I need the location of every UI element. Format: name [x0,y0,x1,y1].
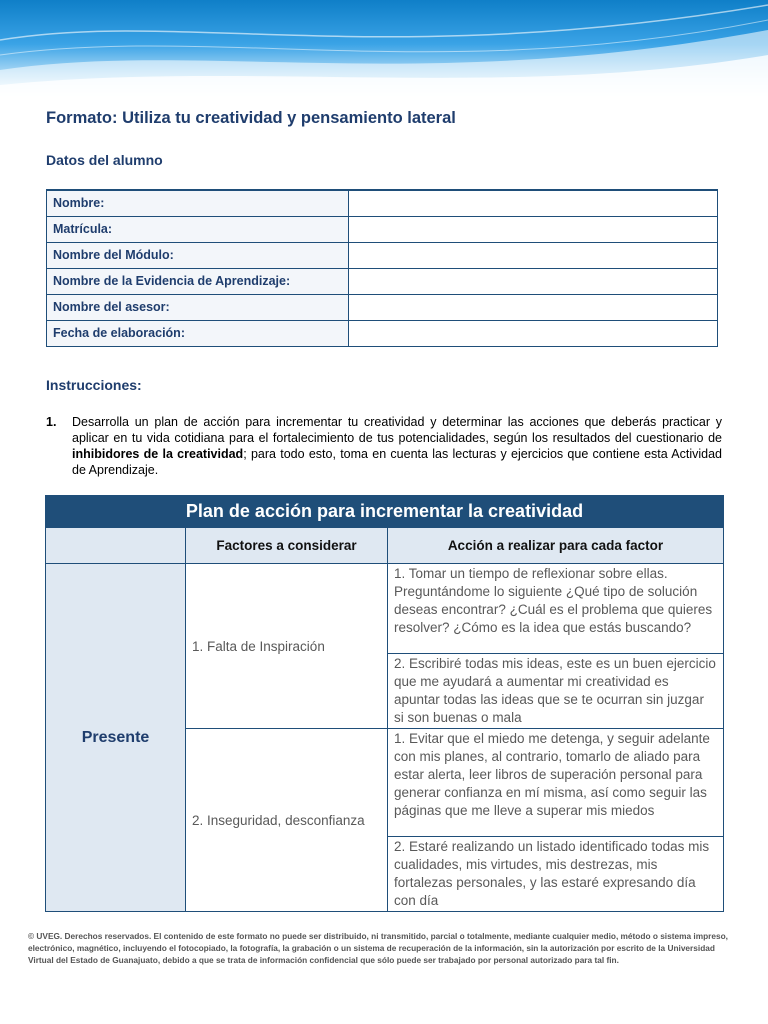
table-row [47,190,718,216]
plan-title: Plan de acción para incrementar la creatividad [46,496,724,528]
column-header-actions: Acción a realizar para cada factor [388,528,724,564]
instructions-heading: Instrucciones: [46,377,142,393]
period-label: Presente [46,564,186,912]
banner-wave-graphic [0,0,768,98]
column-header-factors: Factores a considerar [186,528,388,564]
field-label-evidencia: Nombre de la Evidencia de Aprendizaje: [47,268,349,294]
action-cell[interactable]: 2. Estaré realizando un listado identificado todas mis cualidades, mis virtudes, mis destrezas, mis fortalezas personales, y las estaré expresando día con día [388,837,724,912]
field-label-asesor: Nombre del asesor: [47,294,349,320]
table-row [47,216,718,242]
table-row [46,496,724,528]
header-banner [0,0,768,98]
table-row [46,528,724,564]
field-label-modulo: Nombre del Módulo: [47,242,349,268]
student-data-heading: Datos del alumno [46,152,163,168]
field-input-asesor[interactable] [349,294,718,320]
instruction-text [72,414,722,478]
factor-cell: 1. Falta de Inspiración [186,564,388,729]
table-row [47,294,718,320]
field-input-matricula[interactable] [349,216,718,242]
field-label-matricula: Matrícula: [47,216,349,242]
field-label-nombre: Nombre: [47,190,349,216]
field-input-modulo[interactable] [349,242,718,268]
table-row [47,242,718,268]
table-row [47,320,718,346]
instruction-text-part: Desarrolla un plan de acción para incrementar tu creatividad y determinar las acciones que deberás practicar y aplicar en tu vida cotidiana para el fortalecimiento de tus potencialidades, según los resultados del cuestionario de [72,415,722,445]
field-input-evidencia[interactable] [349,268,718,294]
action-plan-table [45,495,724,912]
factor-cell: 2. Inseguridad, desconfianza [186,729,388,912]
field-input-fecha[interactable] [349,320,718,346]
header-blank-cell [46,528,186,564]
copyright-notice: © UVEG. Derechos reservados. El contenido de este formato no puede ser distribuido, ni transmitido, parcial o totalmente, mediante cualquier medio, método o sistema impreso, electrónico, magnético, incluyendo el fotocopiado, la fotografía, la grabación o un sistema de recuperación de la información, sin la autorización por escrito de la Universidad Virtual del Estado de Guanajuato, debido a que se trata de información confidencial que sólo puede ser trabajado por personal autorizado para tal fin. [28,931,728,965]
instruction-item [46,414,722,478]
table-row [47,268,718,294]
instruction-text-part: ; para todo esto, toma en cuenta las lecturas y ejercicios que contiene esta Actividad de Aprendizaje. [72,447,722,477]
student-data-table [46,189,718,347]
field-label-fecha: Fecha de elaboración: [47,320,349,346]
action-cell[interactable]: 1. Evitar que el miedo me detenga, y seguir adelante con mis planes, al contrario, tomarlo de aliado para estar alerta, leer libros de superación personal para generar confianza en mí misma, así como seguir las páginas que me lleve a superar mis miedos [388,729,724,837]
table-row [46,564,724,654]
action-cell[interactable]: 1. Tomar un tiempo de reflexionar sobre ellas. Preguntándome lo siguiente ¿Qué tipo de solución deseas encontrar? ¿Cuál es el problema que quieres resolver? ¿Cómo es la idea que estás buscando? [388,564,724,654]
field-input-nombre[interactable] [349,190,718,216]
instruction-text-bold: inhibidores de la creatividad [72,447,244,461]
action-cell[interactable]: 2. Escribiré todas mis ideas, este es un buen ejercicio que me ayudará a aumentar mi creatividad es apuntar todas las ideas que se te ocurran sin juzgar si son buenas o mala [388,654,724,729]
document-title: Formato: Utiliza tu creatividad y pensamiento lateral [46,109,456,127]
instruction-number: 1. [46,415,57,429]
